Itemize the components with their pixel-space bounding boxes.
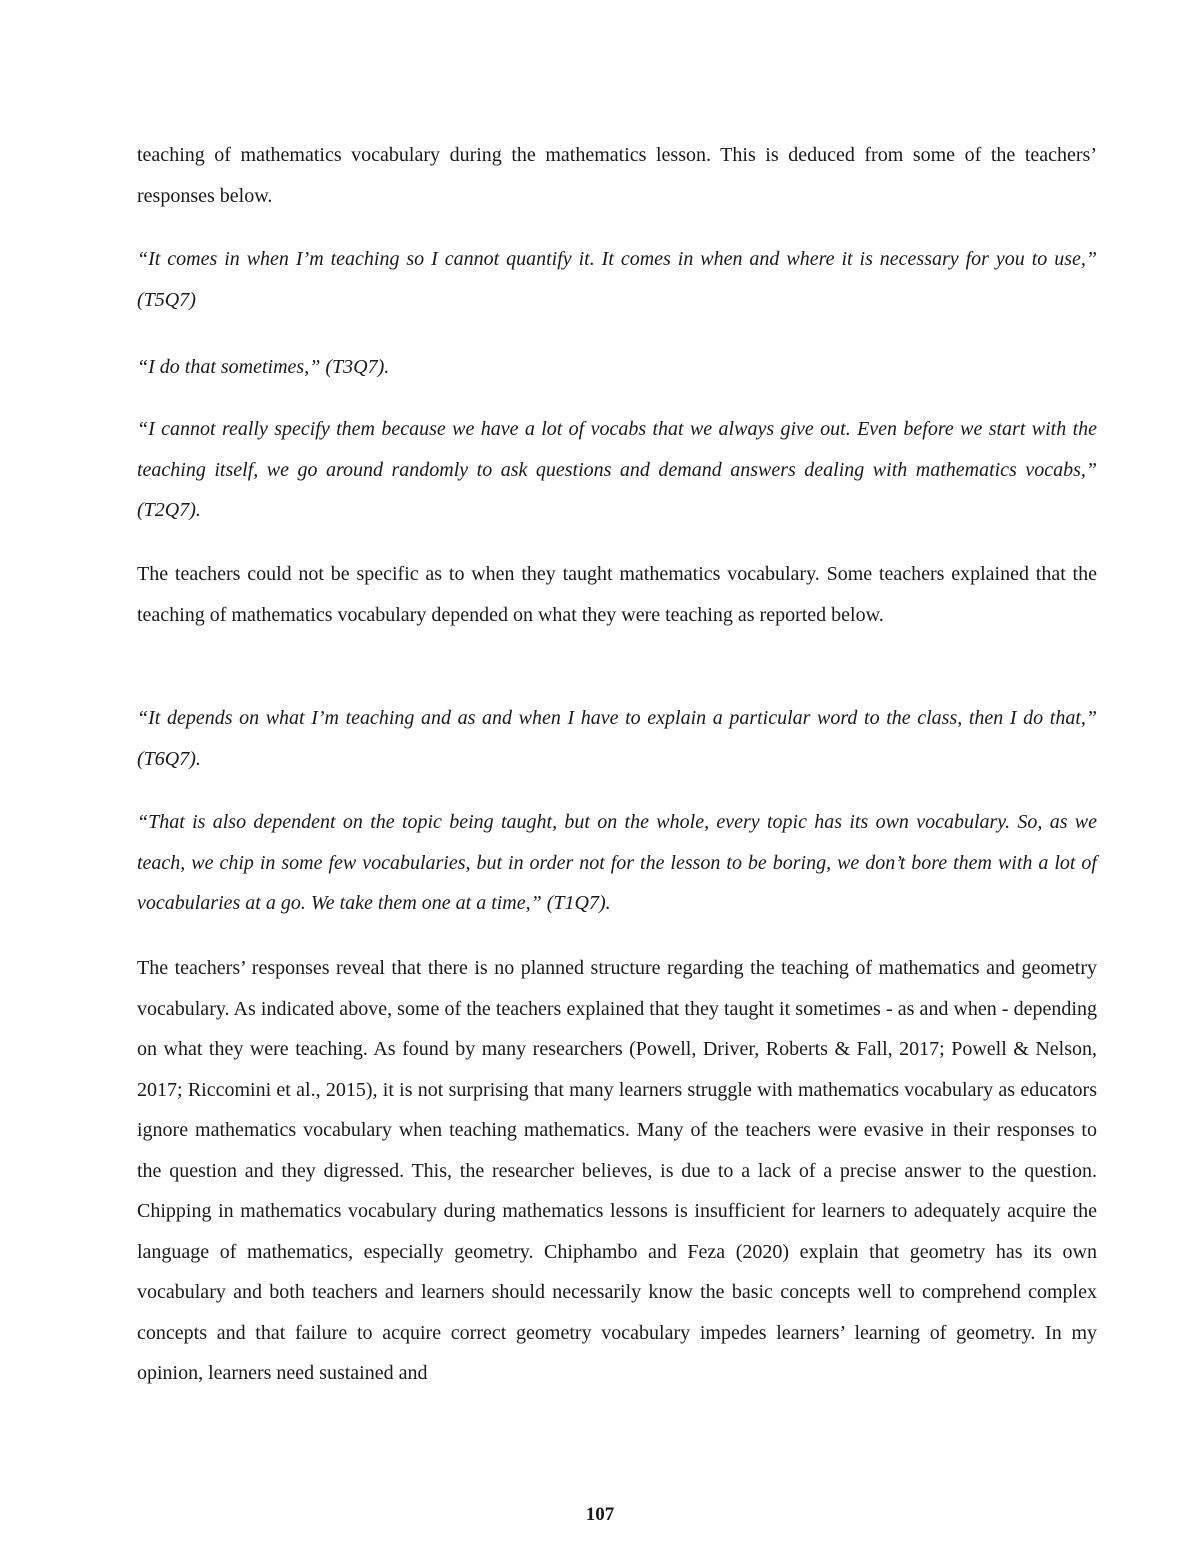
quote-t3q7: “I do that sometimes,” (T3Q7). [137, 356, 390, 378]
quote-t2q7: “I cannot really specify them because we have a lot of vocabs that we always give out. Even before we start with the teaching itself, we go around randomly to ask questions and demand answers dealing with mathematics vocabs,” (T2Q7). [137, 418, 1097, 521]
quote-t5q7: “It comes in when I’m teaching so I cannot quantify it. It comes in when and where it is necessary for you to use,” (T5Q7) [137, 248, 1097, 311]
quote-t1q7: “That is also dependent on the topic being taught, but on the whole, every topic has its own vocabulary. So, as we teach, we chip in some few vocabularies, but in order not for the lesson to be boring, we don’t bore them with a lot of vocabularies at a go. We take them one at a time,” (T1Q7). [137, 811, 1097, 914]
paragraph-specific: The teachers could not be specific as to when they taught mathematics vocabulary. Some teachers explained that the teaching of mathematics vocabulary depended on what they were teaching as reported below. [137, 563, 1097, 626]
page-number: 107 [585, 1504, 615, 1525]
quote-t6q7: “It depends on what I’m teaching and as and when I have to explain a particular word to the class, then I do that,” (T6Q7). [137, 707, 1097, 770]
paragraph-discussion: The teachers’ responses reveal that there is no planned structure regarding the teaching of mathematics and geometry vocabulary. As indicated above, some of the teachers explained that they taught it sometimes - as and when - depending on what they were teaching. As found by many researchers (Powell, Driver, Roberts & Fall, 2017; Powell & Nelson, 2017; Riccomini et al., 2015), it is not surprising that many learners struggle with mathematics vocabulary as educators ignore mathematics vocabulary when teaching mathematics. Many of the teachers were evasive in their responses to the question and they digressed. This, the researcher believes, is due to a lack of a precise answer to the question. Chipping in mathematics vocabulary during mathematics lessons is insufficient for learners to adequately acquire the language of mathematics, especially geometry. Chiphambo and Feza (2020) explain that geometry has its own vocabulary and both teachers and learners should necessarily know the basic concepts well to comprehend complex concepts and that failure to acquire correct geometry vocabulary impedes learners’ learning of geometry. In my opinion, learners need sustained and [137, 957, 1097, 1384]
paragraph-intro: teaching of mathematics vocabulary during the mathematics lesson. This is deduced from some of the teachers’ responses below. [137, 144, 1097, 207]
